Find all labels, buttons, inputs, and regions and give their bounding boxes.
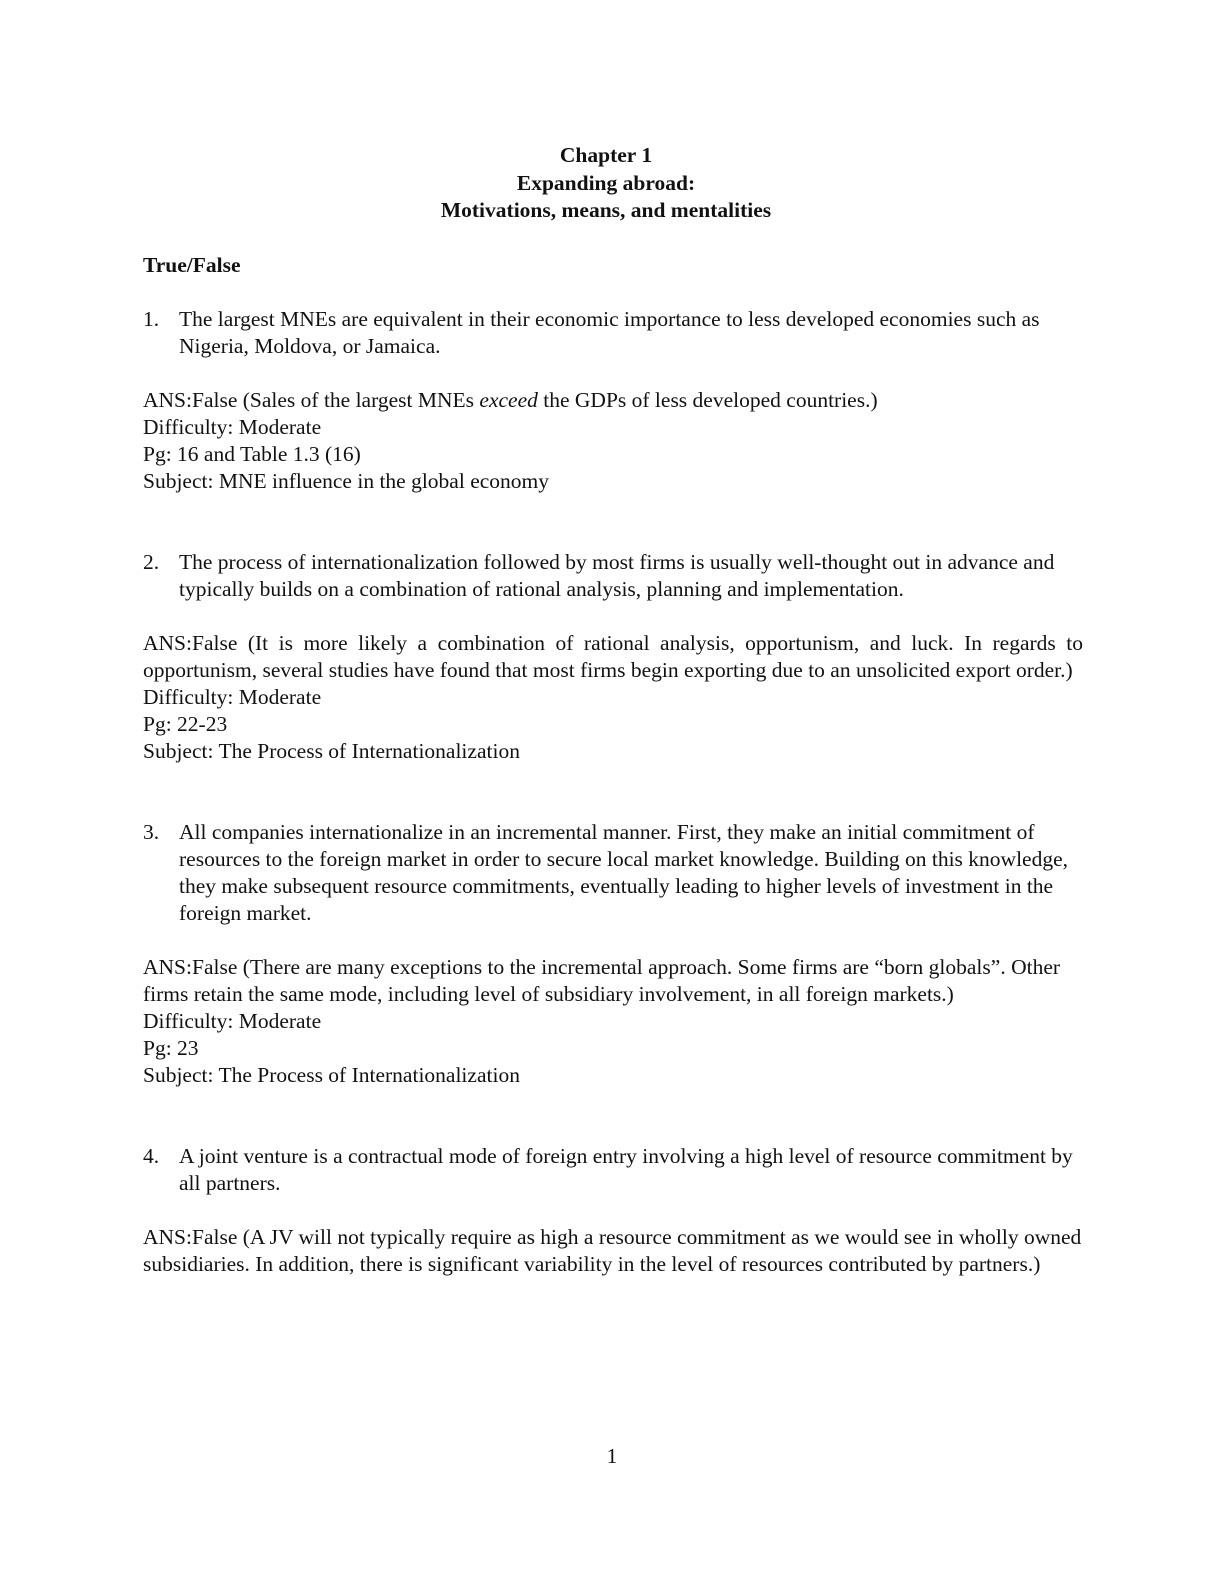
question-number: 3. (143, 819, 160, 844)
chapter-title-line-2: Motivations, means, and mentalities (440, 198, 772, 222)
answer-prefix: ANS:False (Sales of the largest MNEs (143, 387, 480, 412)
question-number: 2. (143, 549, 160, 574)
answer-text: ANS:False (There are many exceptions to the incremental approach. Some firms are “born globals”. Other firms retain the same mode, including level of subsidiary involvement, in all foreign markets.) (143, 954, 1061, 1006)
page-reference: Pg: 16 and Table 1.3 (16) (143, 441, 361, 466)
answer-block-4 (143, 1224, 1083, 1278)
document-page (143, 142, 1083, 1278)
question-text: The process of internationalization followed by most firms is usually well-thought out in advance and typically builds on a combination of rational analysis, planning and implementation. (179, 549, 1055, 601)
answer-text: ANS:False (A JV will not typically require as high a resource commitment as we would see in wholly owned subsidiaries. In addition, there is significant variability in the level of resources contributed by partners.) (143, 1224, 1082, 1276)
question-number: 4. (143, 1143, 160, 1168)
page-number: 1 (606, 1444, 618, 1468)
question-3 (143, 819, 1083, 927)
difficulty: Difficulty: Moderate (143, 414, 322, 439)
chapter-title-line-1: Expanding abroad: (516, 170, 696, 195)
answer-emphasis: exceed (479, 387, 538, 412)
question-2 (143, 549, 1083, 603)
question-text: The largest MNEs are equivalent in their economic importance to less developed economies such as Nigeria, Moldova, or Jamaica. (179, 306, 1040, 358)
answer-suffix: the GDPs of less developed countries.) (537, 387, 878, 412)
answer-block-3 (143, 954, 1083, 1089)
page-reference: Pg: 23 (143, 1035, 199, 1060)
section-title: True/False (143, 252, 241, 277)
answer-block-2 (143, 630, 1083, 765)
subject: Subject: The Process of Internationalization (143, 1062, 520, 1087)
answer-text (143, 387, 1083, 414)
subject: Subject: MNE influence in the global economy (143, 468, 550, 493)
question-text: A joint venture is a contractual mode of foreign entry involving a high level of resource commitment by all partners. (179, 1143, 1073, 1195)
question-number: 1. (143, 306, 160, 331)
question-4 (143, 1143, 1083, 1197)
subject: Subject: The Process of Internationalization (143, 738, 520, 763)
answer-text: ANS:False (It is more likely a combination of rational analysis, opportunism, and luck. In regards to opportunism, several studies have found that most firms begin exporting due to an unsolicited export order.) (143, 630, 1083, 682)
difficulty: Difficulty: Moderate (143, 1008, 322, 1033)
chapter-header (143, 142, 1069, 225)
question-text: All companies internationalize in an incremental manner. First, they make an initial commitment of resources to the foreign market in order to secure local market knowledge. Building on this knowledge, they make subsequent resource commitments, eventually leading to higher levels of investment in the foreign market. (179, 819, 1069, 925)
question-1 (143, 306, 1083, 360)
difficulty: Difficulty: Moderate (143, 684, 322, 709)
chapter-number: Chapter 1 (559, 143, 653, 167)
answer-block-1 (143, 387, 1083, 495)
page-reference: Pg: 22-23 (143, 711, 228, 736)
